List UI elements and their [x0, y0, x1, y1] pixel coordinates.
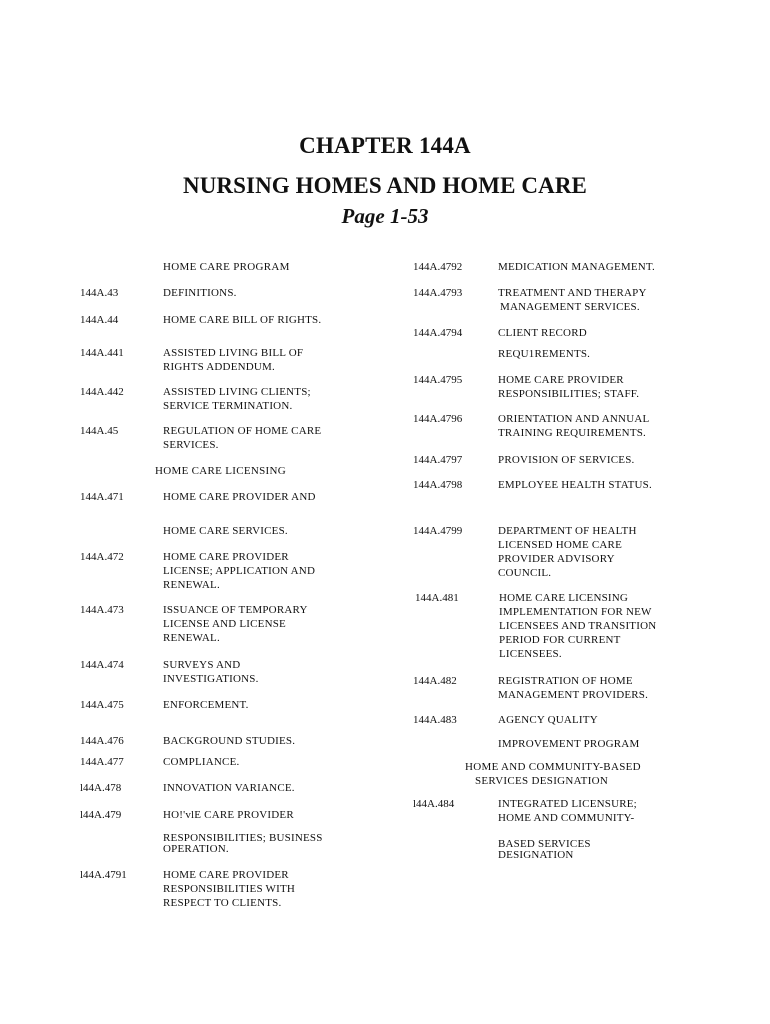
section-description — [163, 755, 239, 769]
section-description — [163, 313, 321, 327]
description-line: LICENSEES AND TRANSITION — [499, 620, 657, 632]
section-description — [498, 797, 637, 825]
section-description — [498, 713, 598, 727]
description-line: PROVIDER ADVISORY — [498, 553, 615, 565]
description-line: HOME CARE PROVIDER — [498, 374, 624, 386]
description-line: EMPLOYEE HEALTH STATUS. — [498, 479, 652, 491]
description-line: OPERATION. — [163, 843, 229, 855]
section-description — [163, 550, 315, 592]
description-line: TREATMENT AND THERAPY — [498, 287, 647, 299]
description-line: LICENSE AND LICENSE — [163, 618, 286, 630]
description-line: RENEWAL. — [163, 632, 220, 644]
section-description — [498, 453, 634, 467]
section-description — [163, 868, 295, 910]
section-number: 144A.442 — [80, 386, 124, 398]
description-line: INNOVATION VARIANCE. — [163, 782, 295, 794]
description-line: LICENSEES. — [499, 648, 562, 660]
section-description — [163, 698, 249, 712]
description-line: REGULATION OF HOME CARE — [163, 425, 322, 437]
section-description — [498, 478, 652, 492]
description-line: LICENSE; APPLICATION AND — [163, 565, 316, 577]
section-number: 144A.481 — [415, 592, 459, 604]
section-description — [163, 524, 288, 538]
section-description — [498, 347, 590, 361]
section-description — [163, 424, 321, 452]
description-line: ENFORCEMENT. — [163, 699, 249, 711]
description-line: SURVEYS AND — [163, 659, 241, 671]
description-line: ASSISTED LIVING CLIENTS; — [163, 386, 311, 398]
section-heading-home-care-program: HOME CARE PROGRAM — [163, 261, 290, 273]
section-number: 144A.4794 — [413, 327, 463, 339]
section-number: l44A.484 — [413, 798, 455, 810]
section-number: 144A.476 — [80, 735, 124, 747]
section-number: 144A.483 — [413, 714, 457, 726]
description-line: INTEGRATED LICENSURE; — [498, 798, 637, 810]
section-description — [163, 603, 308, 645]
section-number: 144A.4793 — [413, 287, 463, 299]
section-number: 144A.4796 — [413, 413, 463, 425]
section-number: 144A.475 — [80, 699, 124, 711]
description-line: RESPONSIBILITIES; BUSINESS — [163, 832, 323, 844]
description-line: PROVISION OF SERVICES. — [498, 454, 635, 466]
section-description — [163, 734, 295, 748]
section-description — [498, 524, 637, 580]
description-line: HOME AND COMMUNITY- — [498, 812, 635, 824]
section-description — [498, 837, 591, 862]
description-line: DEFINITIONS. — [163, 287, 237, 299]
section-description — [163, 808, 294, 822]
section-number: 144A.482 — [413, 675, 457, 687]
section-description — [163, 658, 259, 686]
section-description — [498, 260, 655, 274]
description-line: CLIENT RECORD — [498, 327, 587, 339]
description-line: INVESTIGATIONS. — [163, 673, 259, 685]
section-number: l44A.4791 — [80, 869, 127, 881]
description-line: HOME CARE SERVICES. — [163, 525, 288, 537]
description-line: REQU1REMENTS. — [498, 348, 591, 360]
description-line: IMPROVEMENT PROGRAM — [498, 738, 640, 750]
section-number: l44A.479 — [80, 809, 122, 821]
section-number: l44A.478 — [80, 782, 122, 794]
section-description — [498, 674, 648, 702]
section-heading-services-designation: SERVICES DESIGNATION — [475, 775, 609, 787]
section-number: 144A.4795 — [413, 374, 463, 386]
description-line: AGENCY QUALITY — [498, 714, 598, 726]
section-description — [498, 373, 639, 401]
description-line: ISSUANCE OF TEMPORARY — [163, 604, 308, 616]
section-number: 144A.43 — [80, 287, 119, 299]
section-number: 144A.4797 — [413, 454, 463, 466]
section-number: 144A.471 — [80, 491, 124, 503]
description-line: RESPECT TO CLIENTS. — [163, 897, 282, 909]
description-line: MANAGEMENT SERVICES. — [500, 301, 640, 313]
description-line: HO!'vlE CARE PROVIDER — [163, 809, 294, 821]
description-line: ASSISTED LIVING BILL OF — [163, 347, 304, 359]
description-line: ORIENTATION AND ANNUAL — [498, 413, 650, 425]
description-line: BACKGROUND STUDIES. — [163, 735, 296, 747]
description-line: MANAGEMENT PROVIDERS. — [498, 689, 649, 701]
description-line: COMPLIANCE. — [163, 756, 240, 768]
section-description — [498, 286, 647, 314]
description-line: SERVICE TERMINATION. — [163, 400, 293, 412]
section-description — [499, 591, 656, 661]
chapter-subtitle: NURSING HOMES AND HOME CARE — [183, 173, 587, 198]
section-description — [163, 385, 311, 413]
section-heading-home-care-licensing: HOME CARE LICENSING — [155, 465, 286, 477]
description-line: REGISTRATION OF HOME — [498, 675, 633, 687]
section-description — [163, 346, 303, 374]
description-line: DESIGNATION — [498, 849, 574, 861]
description-line: HOME CARE BILL OF RIGHTS. — [163, 314, 322, 326]
description-line: DEPARTMENT OF HEALTH — [498, 525, 637, 537]
section-number: 144A.472 — [80, 551, 124, 563]
section-number: 144A.45 — [80, 425, 119, 437]
section-description — [498, 737, 639, 751]
page-range — [0, 204, 770, 229]
description-line: HOME CARE PROVIDER AND — [163, 491, 316, 503]
section-number: 144A.473 — [80, 604, 124, 616]
section-heading-community-based: HOME AND COMMUNITY-BASED — [465, 761, 641, 773]
chapter-title: CHAPTER 144A — [299, 133, 471, 158]
description-line: TRAINING REQUIREMENTS. — [498, 427, 647, 439]
section-number: 144A.441 — [80, 347, 124, 359]
section-description — [163, 831, 323, 856]
description-line: RENEWAL. — [163, 579, 220, 591]
section-number: 144A.4798 — [413, 479, 463, 491]
description-line: IMPLEMENTATION FOR NEW — [499, 606, 652, 618]
section-description — [163, 286, 237, 300]
description-line: RESPONSIBILITIES; STAFF. — [498, 388, 640, 400]
description-line: HOME CARE LICENSING — [499, 592, 629, 604]
section-number: 144A.4792 — [413, 261, 463, 273]
description-line: LICENSED HOME CARE — [498, 539, 622, 551]
section-description — [163, 781, 295, 795]
section-number: 144A.44 — [80, 314, 119, 326]
page-range-text: Page 1-53 — [341, 204, 429, 228]
description-line: RIGHTS ADDENDUM. — [163, 361, 275, 373]
description-line: HOME CARE PROVIDER — [163, 551, 289, 563]
description-line: MEDICATION MANAGEMENT. — [498, 261, 655, 273]
section-number: 144A.477 — [80, 756, 124, 768]
description-line: HOME CARE PROVIDER — [163, 869, 289, 881]
section-number: 144A.4799 — [413, 525, 463, 537]
description-line: BASED SERVICES — [498, 838, 591, 850]
description-line: RESPONSIBILITIES WITH — [163, 883, 296, 895]
section-description — [498, 326, 587, 340]
description-line: SERVICES. — [163, 439, 219, 451]
section-description — [498, 412, 649, 440]
description-line: COUNCIL. — [498, 567, 552, 579]
section-number: 144A.474 — [80, 659, 124, 671]
section-description — [163, 490, 316, 504]
description-line: PERIOD FOR CURRENT — [499, 634, 621, 646]
